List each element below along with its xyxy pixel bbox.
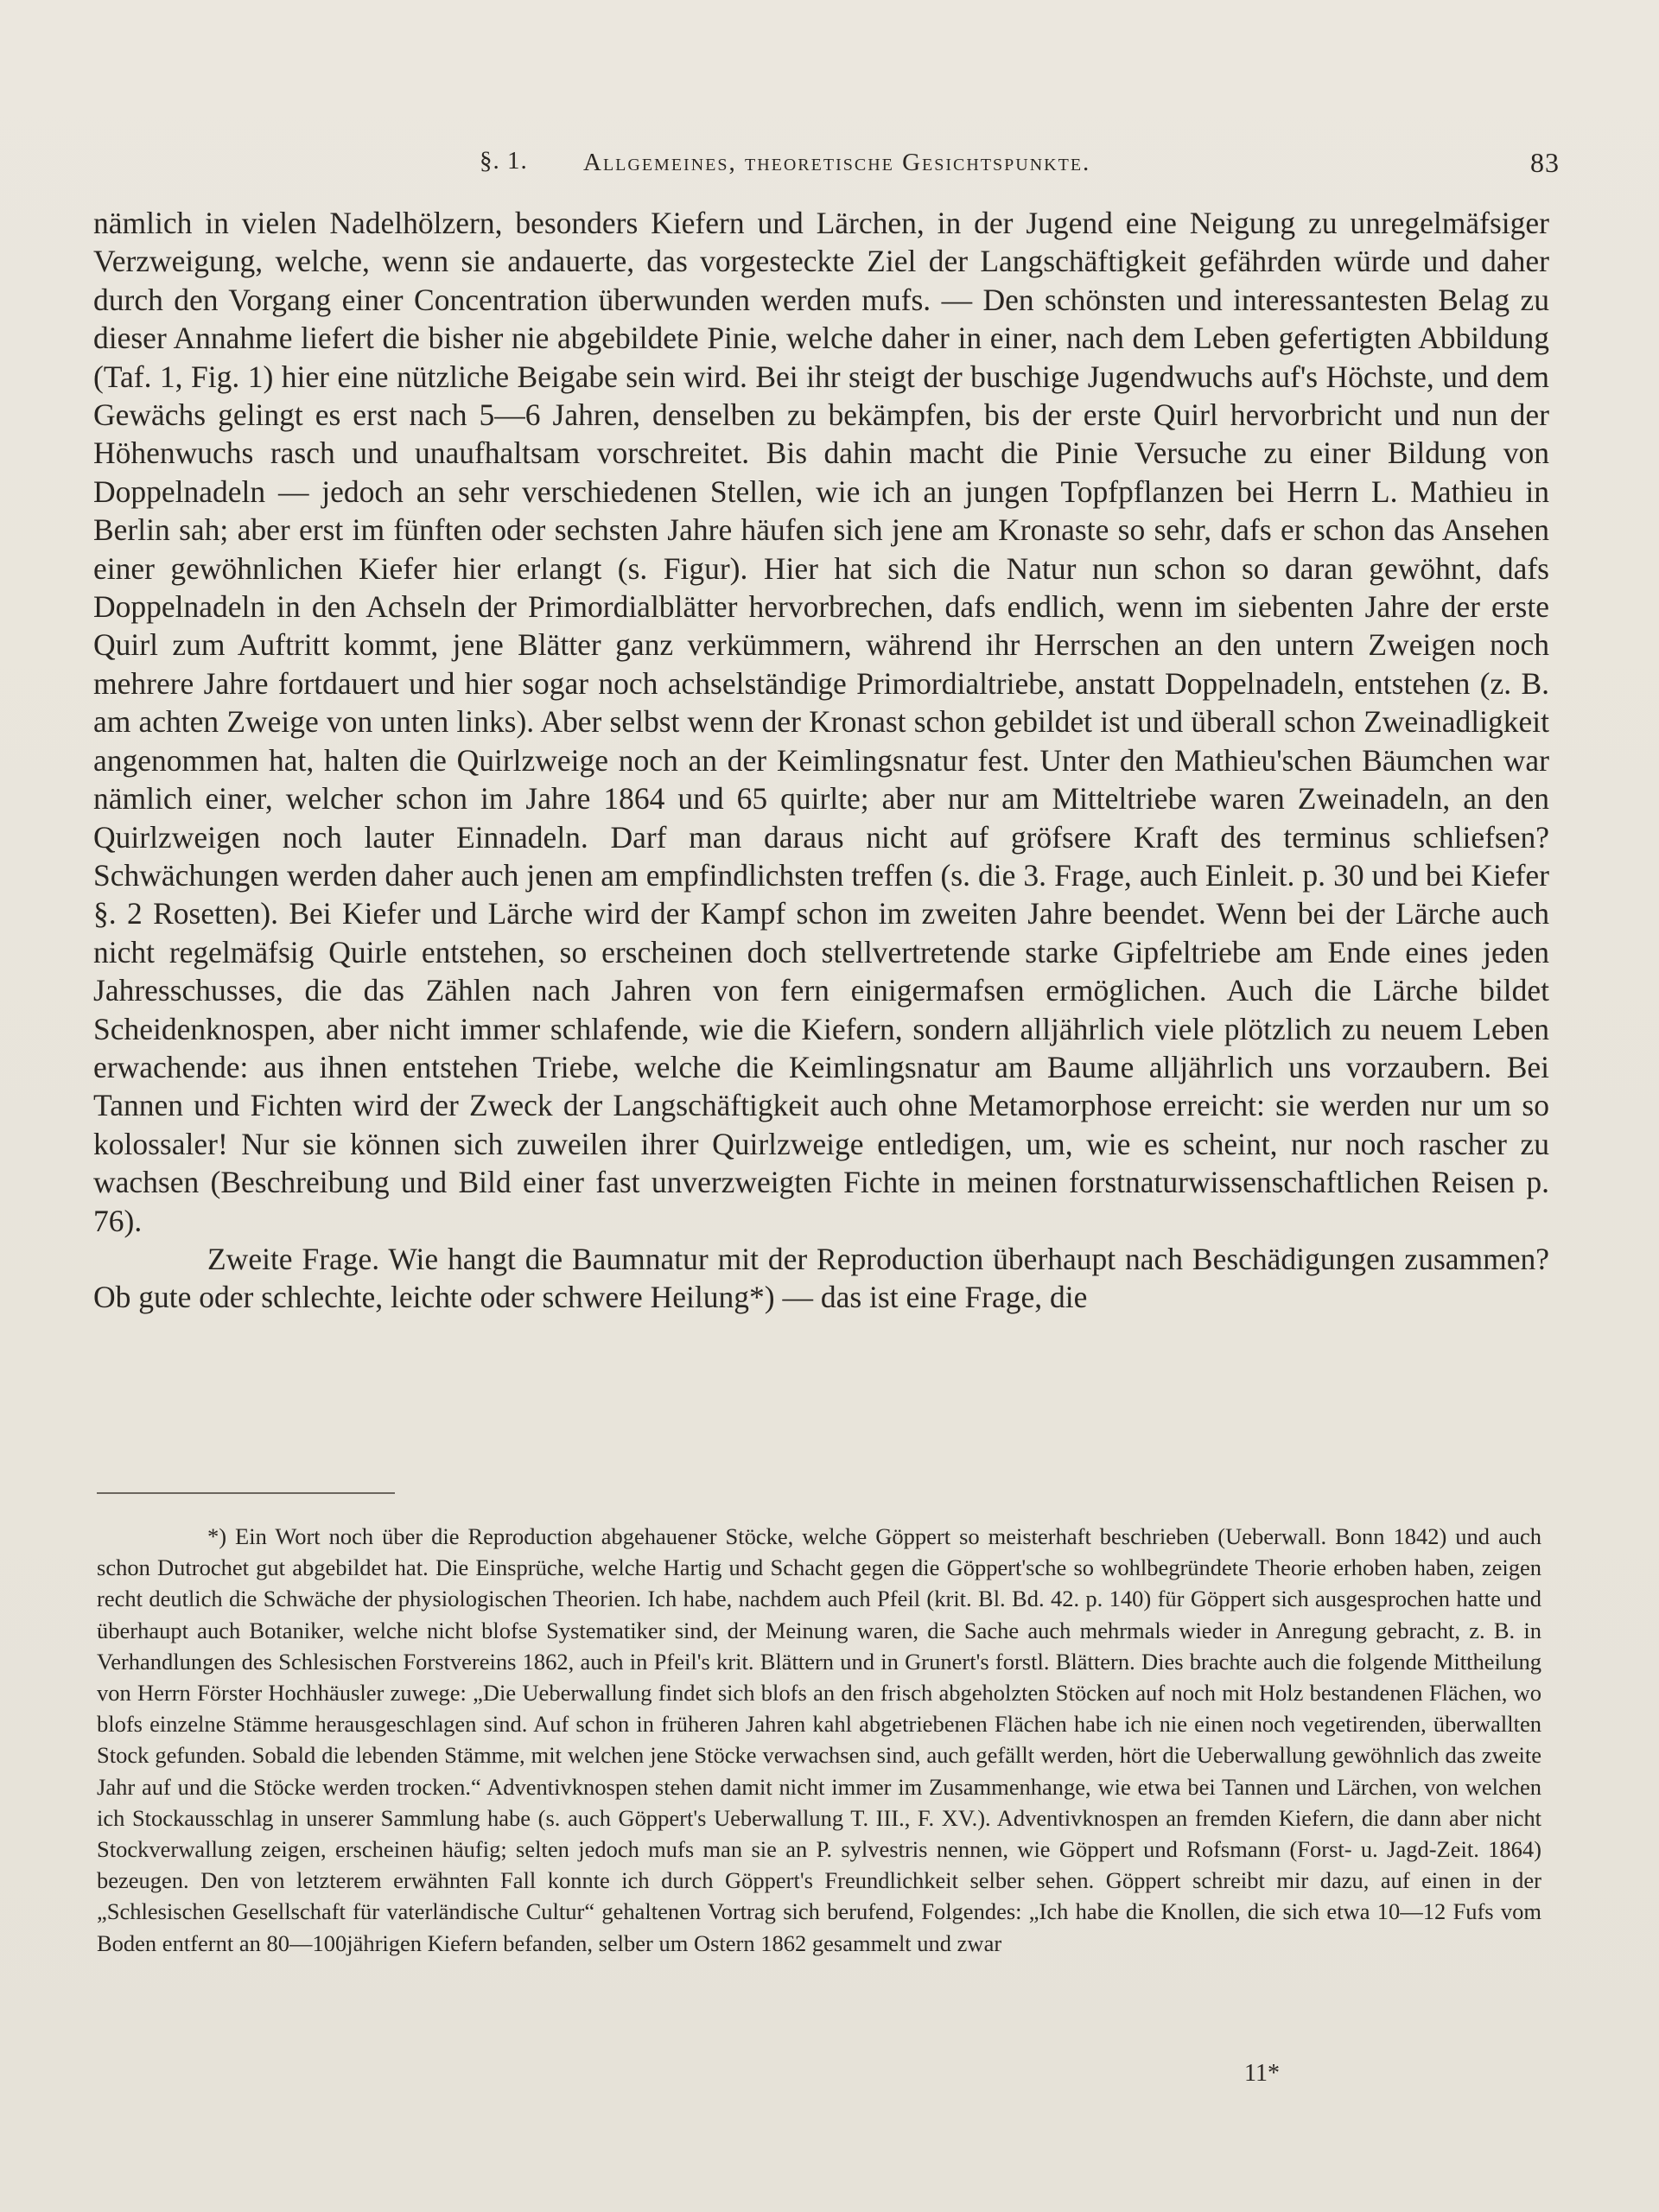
footnote-divider (97, 1492, 395, 1494)
paragraph-2: Zweite Frage. Wie hangt die Baumnatur mit der Reproduction überhaupt nach Beschädigungen zusammen? Ob gute oder schlechte, leichte oder schwere Heilung*) — das ist eine Frage, die (93, 1241, 1549, 1315)
section-number: §. 1. (480, 147, 528, 175)
footnote-text: *) Ein Wort noch über die Reproduction abgehauener Stöcke, welche Göppert so meisterhaft beschrieben (Ueberwall. Bonn 1842) und auch schon Dutrochet gut abgebildet hat. Die Einsprüche, welche Hartig und Schacht gegen die Göppert'sche so wohlbegründete Theorie erhoben haben, zeigen recht deutlich die Schwäche der physiologischen Theorien. Ich habe, nachdem auch Pfeil (krit. Bl. Bd. 42. p. 140) für Göppert sich ausgesprochen hatte und überhaupt auch Botaniker, welche nicht blofse Systematiker sind, der Meinung waren, die Sache auch mehrmals wieder in Anregung gebracht, z. B. in Verhandlungen des Schlesischen Forstvereins 1862, auch in Pfeil's krit. Blättern und in Grunert's forstl. Blättern. Dies brachte auch die folgende Mittheilung von Herrn Förster Hochhäusler zuwege: „Die Ueberwallung findet sich blofs an den frisch abgeholzten Stöcken auf noch mit Holz bestandenen Flächen, wo blofs einzelne Stämme herausgeschlagen sind. Auf schon in früheren Jahren kahl abgetriebenen Flächen habe ich nie einen noch vegetirenden, überwallten Stock gefunden. Sobald die lebenden Stämme, mit welchen jene Stöcke verwachsen sind, auch gefällt werden, hört die Ueberwallung gewöhnlich das zweite Jahr auf und die Stöcke werden trocken.“ Adventivknospen stehen damit nicht immer im Zusammenhange, wie etwa bei Tannen und Lärchen, von welchen ich Stockausschlag in unserer Sammlung habe (s. auch Göppert's Ueberwallung T. III., F. XV.). Adventivknospen an fremden Kiefern, die dann aber nicht Stockverwallung zeigen, erscheinen häufig; selten jedoch mufs man sie an P. sylvestris nennen, wie Göppert und Rofsmann (Forst- u. Jagd-Zeit. 1864) bezeugen. Den von letzterem erwähnten Fall konnte ich durch Göppert's Freundlichkeit selber sehen. Göppert schreibt mir dazu, auf einen in der „Schlesischen Gesellschaft für vaterländische Cultur“ gehaltenen Vortrag sich berufend, Folgendes: „Ich habe die Knollen, die sich etwa 10—12 Fufs vom Boden entfernt an 80—100jährigen Kiefern befanden, selber um Ostern 1862 gesammelt und zwar (97, 1523, 1541, 1956)
page-number: 83 (1530, 147, 1560, 178)
running-title: Allgemeines, theoretische Gesichtspunkte. (583, 149, 1091, 176)
main-text (93, 204, 1549, 1317)
signature-mark: 11* (1244, 2060, 1280, 2087)
running-header (480, 147, 1560, 190)
footnote (97, 1521, 1541, 1959)
paragraph-1: nämlich in vielen Nadelhölzern, besonders Kiefern und Lärchen, in der Jugend eine Neigung zu unregelmäfsiger Verzweigung, welche, wenn sie andauerte, das vorgesteckte Ziel der Langschäftigkeit gefährden würde und daher durch den Vorgang einer Concentration überwunden werden mufs. — Den schönsten und interessantesten Belag zu dieser Annahme liefert die bisher nie abgebildete Pinie, welche daher in einer, nach dem Leben gefertigten Abbildung (Taf. 1, Fig. 1) hier eine nützliche Beigabe sein wird. Bei ihr steigt der buschige Jugendwuchs auf's Höchste, und dem Gewächs gelingt es erst nach 5—6 Jahren, denselben zu bekämpfen, bis der erste Quirl hervorbricht und nun der Höhenwuchs rasch und unaufhaltsam vorschreitet. Bis dahin macht die Pinie Versuche zu einer Bildung von Doppelnadeln — jedoch an sehr verschiedenen Stellen, wie ich an jungen Topfpflanzen bei Herrn L. Mathieu in Berlin sah; aber erst im fünften oder sechsten Jahre häufen sich jene am Kronaste so sehr, dafs er schon das Ansehen einer gewöhnlichen Kiefer hier erlangt (s. Figur). Hier hat sich die Natur nun schon so daran gewöhnt, dafs Doppelnadeln in den Achseln der Primordialblätter hervorbrechen, dafs endlich, wenn im siebenten Jahre der erste Quirl zum Auftritt kommt, jene Blätter ganz verkümmern, während ihr Herrschen an den untern Zweigen noch mehrere Jahre fortdauert und hier sogar noch achselständige Primordialtriebe, anstatt Doppelnadeln, entstehen (z. B. am achten Zweige von unten links). Aber selbst wenn der Kronast schon gebildet ist und überall schon Zweinadligkeit angenommen hat, halten die Quirlzweige noch an der Keimlingsnatur fest. Unter den Mathieu'schen Bäumchen war nämlich einer, welcher schon im Jahre 1864 und 65 quirlte; aber nur am Mitteltriebe waren Zweinadeln, an den Quirlzweigen noch lauter Einnadeln. Darf man daraus nicht auf gröfsere Kraft des terminus schliefsen? Schwächungen werden daher auch jenen am empfindlichsten treffen (s. die 3. Frage, auch Einleit. p. 30 und bei Kiefer §. 2 Rosetten). Bei Kiefer und Lärche wird der Kampf schon im zweiten Jahre beendet. Wenn bei der Lärche auch nicht regelmäfsig Quirle entstehen, so erscheinen doch stellvertretende starke Gipfeltriebe am Ende eines jeden Jahresschusses, die das Zählen nach Jahren von fern einigermafsen ermöglichen. Auch die Lärche bildet Scheidenknospen, aber nicht immer schlafende, wie die Kiefern, sondern alljährlich viele plötzlich zu neuem Leben erwachende: aus ihnen entstehen Triebe, welche die Keimlingsnatur am Baume alljährlich uns vorzaubern. Bei Tannen und Fichten wird der Zweck der Langschäftigkeit auch ohne Metamorphose erreicht: sie werden nur um so kolossaler! Nur sie können sich zuweilen ihrer Quirlzweige entledigen, um, wie es scheint, nur noch rascher zu wachsen (Beschreibung und Bild einer fast unverzweigten Fichte in meinen forstnaturwissenschaftlichen Reisen p. 76). (93, 206, 1549, 1238)
